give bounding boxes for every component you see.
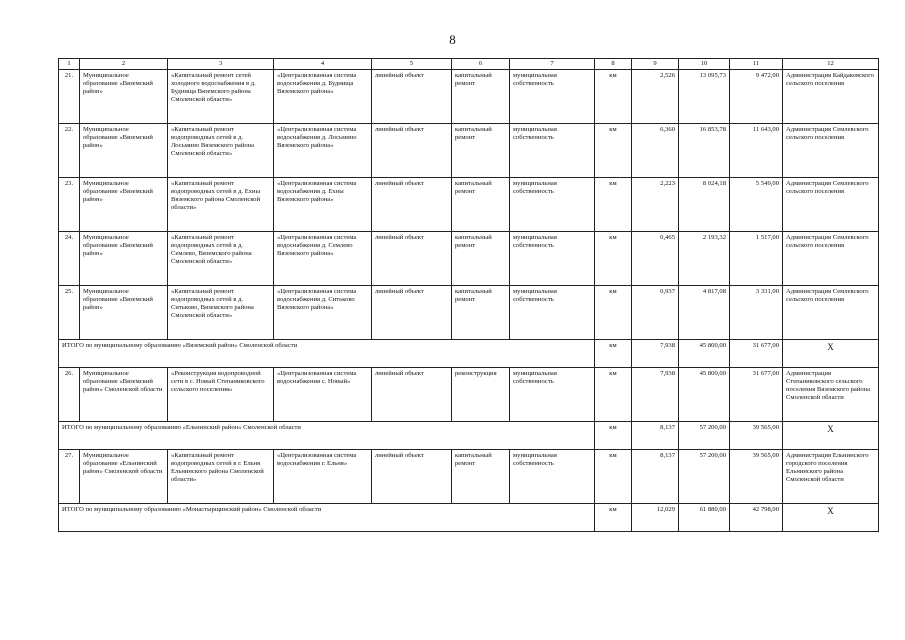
length-cell: 2,223 [632, 178, 679, 232]
table-row [59, 232, 879, 286]
table-row [59, 124, 879, 178]
ownership-cell: муниципальная собственность [510, 368, 595, 422]
total-cost-cell: 45 800,00 [679, 340, 730, 368]
total-x-mark-cell: Х [783, 340, 879, 368]
total-length-cell: 7,938 [632, 340, 679, 368]
column-header: 11 [730, 59, 783, 70]
total-unit-cell: км [595, 422, 632, 450]
page-number: 8 [449, 32, 456, 47]
object-name-cell: «Централизованная система водоснабжения с. Новый» [274, 368, 372, 422]
total-length-cell: 12,029 [632, 504, 679, 532]
total-cost-federal-cell: 42 798,00 [730, 504, 783, 532]
length-cell: 7,938 [632, 368, 679, 422]
column-header: 10 [679, 59, 730, 70]
column-header: 5 [372, 59, 452, 70]
action-type-cell: капитальный ремонт [452, 286, 510, 340]
cost-total-cell: 8 024,18 [679, 178, 730, 232]
unit-cell: км [595, 70, 632, 124]
column-header: 7 [510, 59, 595, 70]
municipality-cell: Муниципальное образование «Ельнинский район» Смоленской области [80, 450, 168, 504]
municipality-cell: Муниципальное образование «Вяземский район» [80, 286, 168, 340]
municipality-cell: Муниципальное образование «Вяземский район» [80, 70, 168, 124]
executor-cell: Администрация Степаниковского сельского поселения Вяземского района Смоленской области [783, 368, 879, 422]
ownership-cell: муниципальная собственность [510, 178, 595, 232]
total-label-cell: ИТОГО по муниципальному образованию «Вяземский район» Смоленской области [59, 340, 595, 368]
row-number-cell: 24. [59, 232, 80, 286]
work-name-cell: «Капитальный ремонт сетей холодного водоснабжения в д. Буднища Вяземского района Смоленской области» [168, 70, 274, 124]
cost-total-cell: 57 200,00 [679, 450, 730, 504]
row-number-cell: 22. [59, 124, 80, 178]
object-type-cell: линейный объект [372, 124, 452, 178]
action-type-cell: реконструкция [452, 368, 510, 422]
municipality-cell: Муниципальное образование «Вяземский район» Смоленской области [80, 368, 168, 422]
executor-cell: Администрация Семлевского сельского поселения [783, 124, 879, 178]
cost-federal-cell: 9 472,00 [730, 70, 783, 124]
work-name-cell: «Капитальный ремонт водопроводных сетей в д. Лосьмино Вяземского района Смоленской области» [168, 124, 274, 178]
unit-cell: км [595, 124, 632, 178]
executor-cell: Администрация Семлевского сельского поселения [783, 232, 879, 286]
ownership-cell: муниципальная собственность [510, 286, 595, 340]
object-name-cell: «Централизованная система водоснабжения г. Ельня» [274, 450, 372, 504]
unit-cell: км [595, 286, 632, 340]
row-number-cell: 25. [59, 286, 80, 340]
municipality-cell: Муниципальное образование «Вяземский район» [80, 178, 168, 232]
unit-cell: км [595, 178, 632, 232]
total-cost-cell: 61 880,00 [679, 504, 730, 532]
work-name-cell: «Реконструкция водопроводной сети в с. Новый Степаниковского сельского поселения» [168, 368, 274, 422]
action-type-cell: капитальный ремонт [452, 124, 510, 178]
cost-federal-cell: 3 331,00 [730, 286, 783, 340]
table-row [59, 450, 879, 504]
column-header: 3 [168, 59, 274, 70]
object-type-cell: линейный объект [372, 232, 452, 286]
total-row [59, 340, 879, 368]
executor-cell: Администрация Семлевского сельского поселения [783, 286, 879, 340]
object-type-cell: линейный объект [372, 450, 452, 504]
municipality-cell: Муниципальное образование «Вяземский район» [80, 232, 168, 286]
cost-federal-cell: 5 549,00 [730, 178, 783, 232]
register-table [58, 58, 879, 532]
executor-cell: Администрация Ельнинского городского поселения Ельнинского района Смоленской области [783, 450, 879, 504]
ownership-cell: муниципальная собственность [510, 450, 595, 504]
ownership-cell: муниципальная собственность [510, 232, 595, 286]
object-name-cell: «Централизованная система водоснабжения д. Лосьмино Вяземского района» [274, 124, 372, 178]
executor-cell: Администрация Кайдаковского сельского поселения [783, 70, 879, 124]
ownership-cell: муниципальная собственность [510, 124, 595, 178]
object-type-cell: линейный объект [372, 286, 452, 340]
column-header: 4 [274, 59, 372, 70]
executor-cell: Администрация Семлевского сельского поселения [783, 178, 879, 232]
length-cell: 6,360 [632, 124, 679, 178]
cost-total-cell: 4 817,08 [679, 286, 730, 340]
total-unit-cell: км [595, 340, 632, 368]
total-x-mark-cell: Х [783, 422, 879, 450]
total-cost-cell: 57 200,00 [679, 422, 730, 450]
action-type-cell: капитальный ремонт [452, 70, 510, 124]
municipality-cell: Муниципальное образование «Вяземский район» [80, 124, 168, 178]
object-name-cell: «Централизованная система водоснабжения д. Ситьково Вяземского района» [274, 286, 372, 340]
cost-total-cell: 45 800,00 [679, 368, 730, 422]
unit-cell: км [595, 232, 632, 286]
object-type-cell: линейный объект [372, 368, 452, 422]
column-header: 2 [80, 59, 168, 70]
total-row [59, 422, 879, 450]
length-cell: 8,137 [632, 450, 679, 504]
unit-cell: км [595, 450, 632, 504]
table-row [59, 286, 879, 340]
column-header: 12 [783, 59, 879, 70]
cost-total-cell: 16 853,78 [679, 124, 730, 178]
work-name-cell: «Капитальный ремонт водопроводных сетей в д. Ситьково, Вяземского района Смоленской области» [168, 286, 274, 340]
length-cell: 0,465 [632, 232, 679, 286]
unit-cell: км [595, 368, 632, 422]
total-length-cell: 8,137 [632, 422, 679, 450]
total-label-cell: ИТОГО по муниципальному образованию «Монастырщинский район» Смоленской области [59, 504, 595, 532]
total-cost-federal-cell: 39 565,00 [730, 422, 783, 450]
action-type-cell: капитальный ремонт [452, 178, 510, 232]
work-name-cell: «Капитальный ремонт водопроводных сетей в д. Семлево, Вяземского района Смоленской области» [168, 232, 274, 286]
cost-federal-cell: 39 565,00 [730, 450, 783, 504]
ownership-cell: муниципальная собственность [510, 70, 595, 124]
work-name-cell: «Капитальный ремонт водопроводных сетей в г. Ельня Ельнинского района Смоленской области» [168, 450, 274, 504]
table-row [59, 368, 879, 422]
row-number-cell: 23. [59, 178, 80, 232]
cost-federal-cell: 31 677,00 [730, 368, 783, 422]
header-row [59, 59, 879, 70]
total-row [59, 504, 879, 532]
column-header: 6 [452, 59, 510, 70]
length-cell: 0,937 [632, 286, 679, 340]
object-name-cell: «Централизованная система водоснабжения д. Буднища Вяземского района» [274, 70, 372, 124]
cost-total-cell: 13 095,73 [679, 70, 730, 124]
object-type-cell: линейный объект [372, 178, 452, 232]
column-header: 1 [59, 59, 80, 70]
table-row [59, 178, 879, 232]
object-name-cell: «Централизованная система водоснабжения д. Семлево Вяземского района» [274, 232, 372, 286]
total-x-mark-cell: Х [783, 504, 879, 532]
action-type-cell: капитальный ремонт [452, 232, 510, 286]
total-unit-cell: км [595, 504, 632, 532]
column-header: 9 [632, 59, 679, 70]
cost-federal-cell: 11 643,00 [730, 124, 783, 178]
object-name-cell: «Централизованная система водоснабжения д. Ехны Вяземского района» [274, 178, 372, 232]
object-type-cell: линейный объект [372, 70, 452, 124]
cost-federal-cell: 1 517,00 [730, 232, 783, 286]
row-number-cell: 27. [59, 450, 80, 504]
cost-total-cell: 2 193,32 [679, 232, 730, 286]
work-name-cell: «Капитальный ремонт водопроводных сетей в д. Ехны Вяземского района Смоленской области» [168, 178, 274, 232]
row-number-cell: 26. [59, 368, 80, 422]
length-cell: 2,526 [632, 70, 679, 124]
column-header: 8 [595, 59, 632, 70]
table-row [59, 70, 879, 124]
row-number-cell: 21. [59, 70, 80, 124]
total-label-cell: ИТОГО по муниципальному образованию «Ельнинский район» Смоленской области [59, 422, 595, 450]
total-cost-federal-cell: 31 677,00 [730, 340, 783, 368]
action-type-cell: капитальный ремонт [452, 450, 510, 504]
